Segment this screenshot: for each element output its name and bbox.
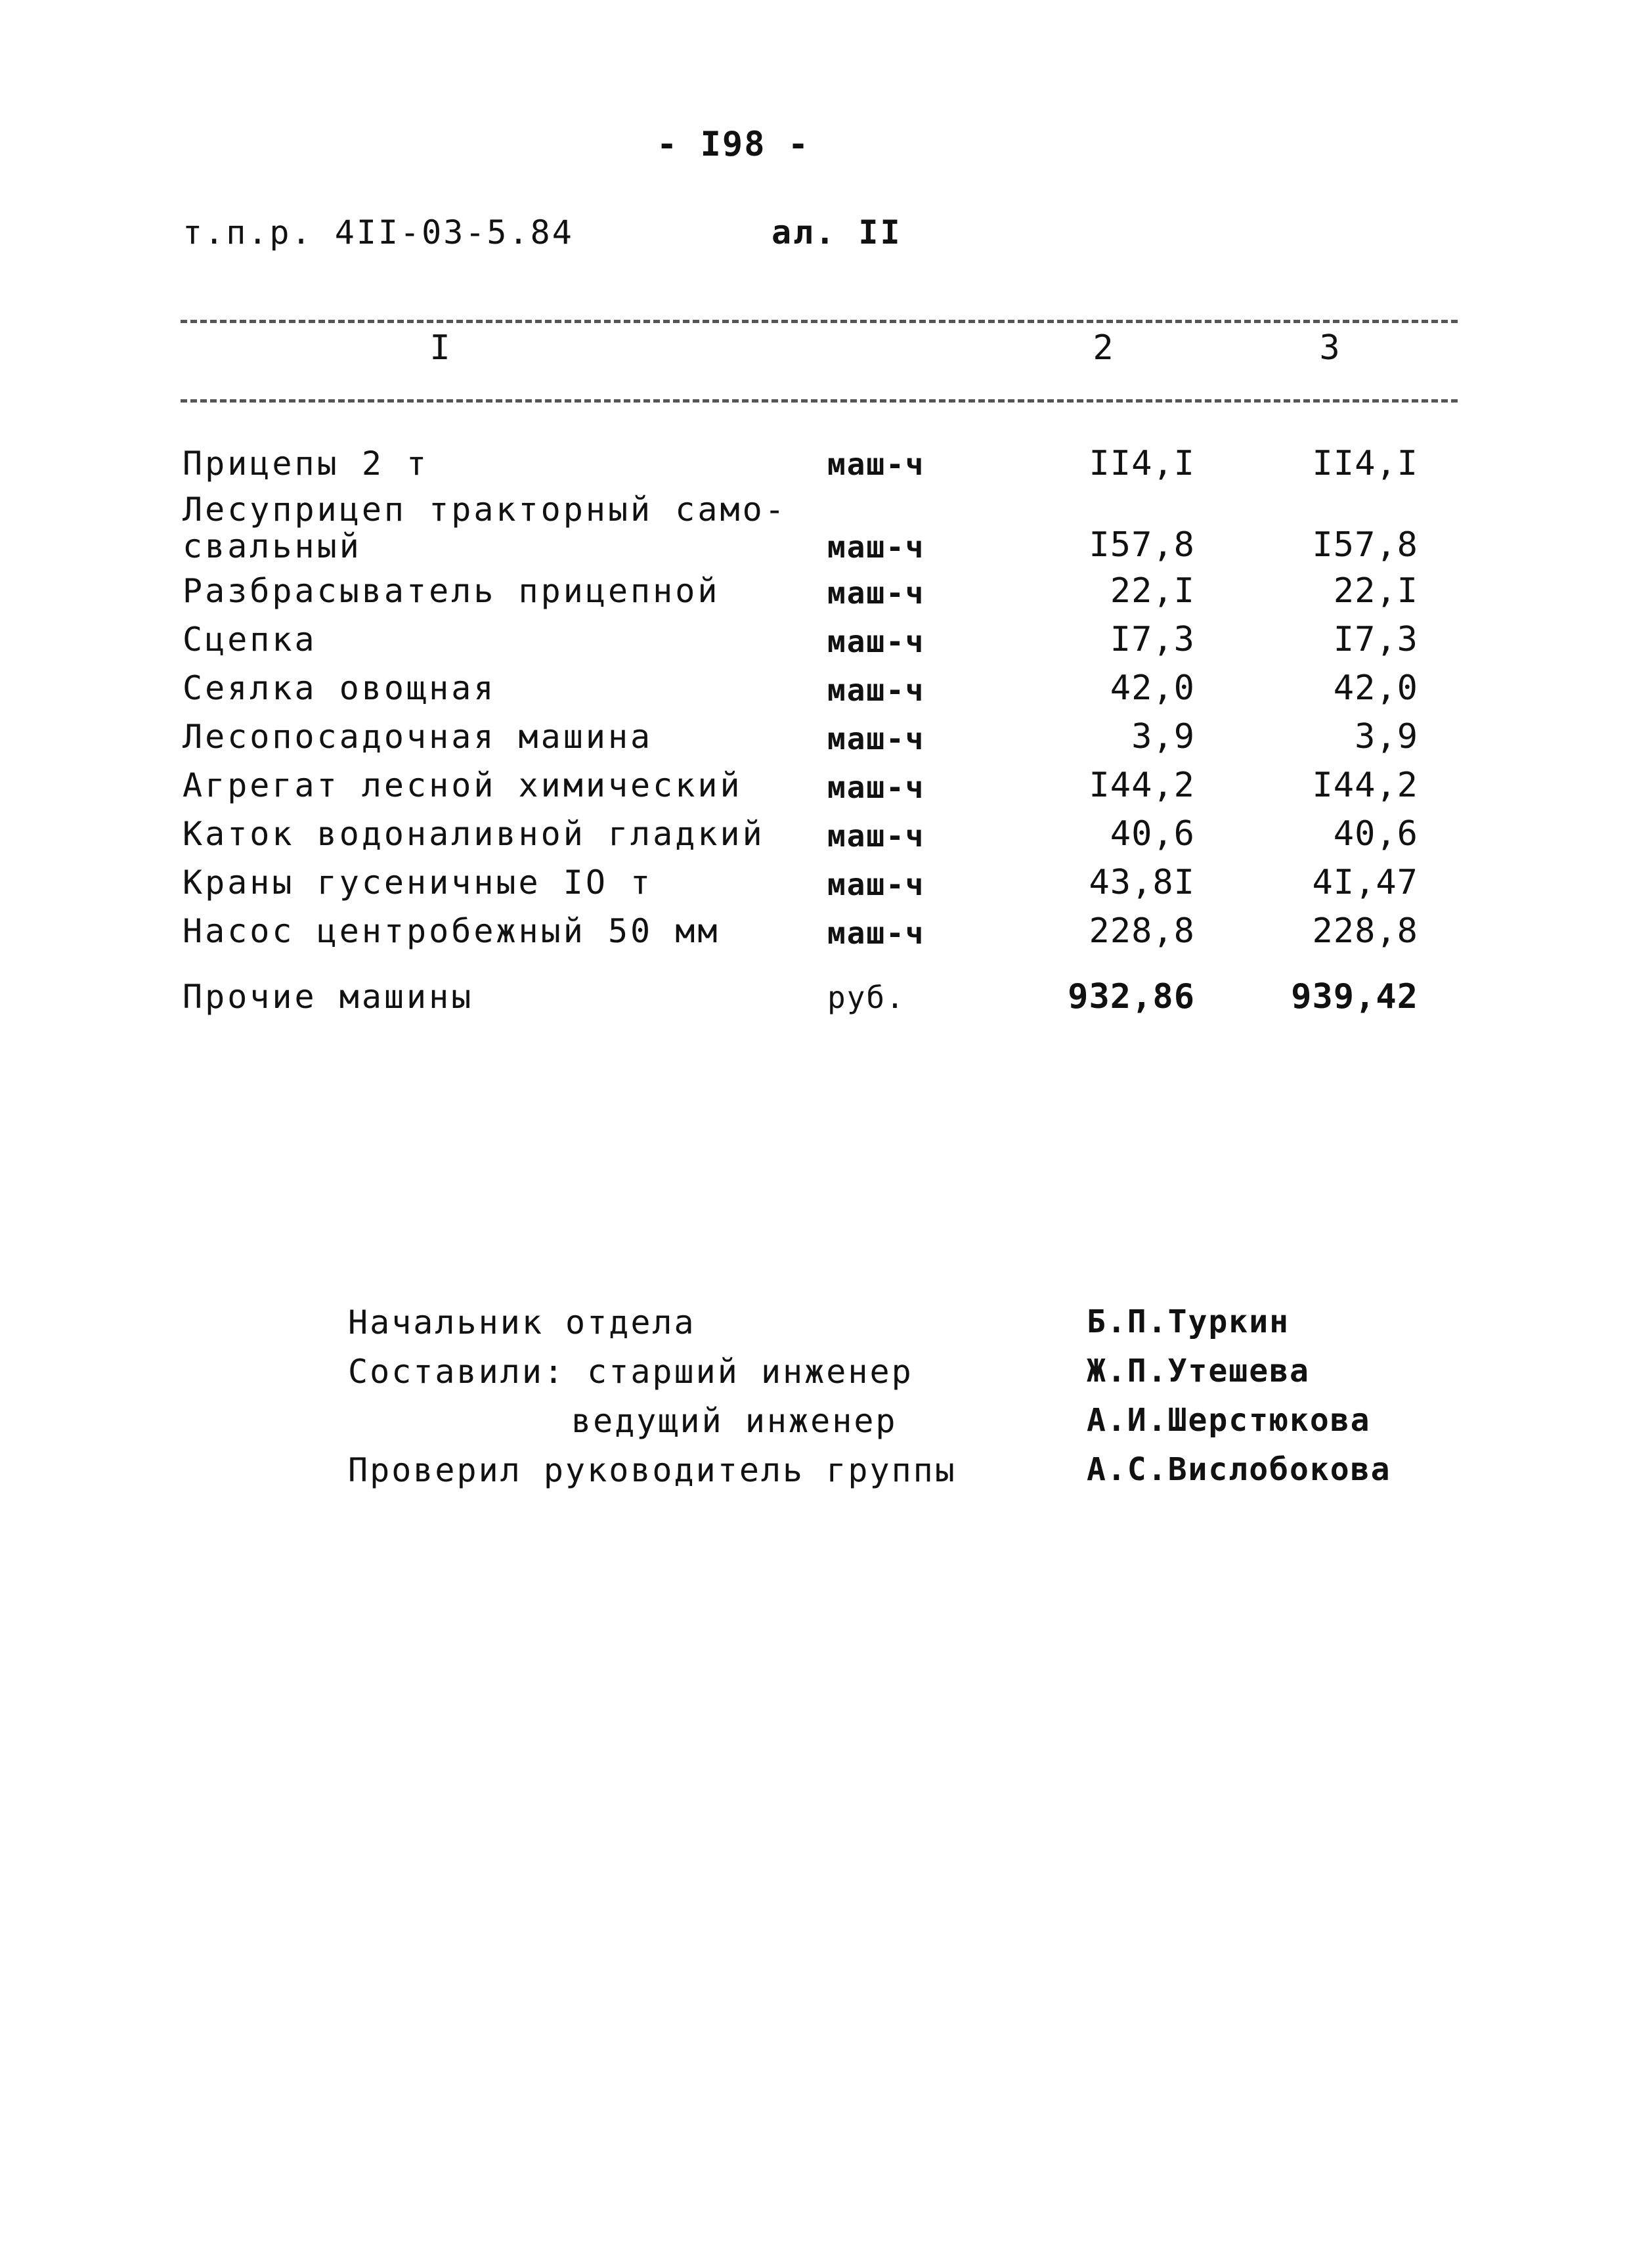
row-name: Агрегат лесной химический [183,766,743,804]
signature-role: Составили: старший инженер [348,1353,913,1391]
row-unit: маш-ч [827,867,925,902]
row-value-col3: 42,0 [1333,668,1418,708]
row-name: Прочие машины [183,978,474,1016]
row-name: Лесуприцеп тракторный само- свальный [183,491,787,565]
row-value-col3: II4,I [1312,444,1418,483]
signature-name: А.И.Шерстюкова [1087,1402,1371,1439]
row-name: Лесопосадочная машина [183,718,653,756]
row-name: Насос центробежный 50 мм [183,912,720,950]
table-header-rule [181,399,1458,403]
row-value-col2: 228,8 [1089,911,1195,951]
row-unit: маш-ч [827,915,925,951]
row-value-col2: 40,6 [1110,814,1195,854]
row-value-col3: I57,8 [1312,525,1418,565]
row-value-col2: 42,0 [1110,668,1195,708]
row-unit: маш-ч [827,624,925,659]
row-unit: маш-ч [827,575,925,611]
signature-role: ведущий инженер [571,1402,898,1440]
column-header-1: I [429,328,450,368]
row-name: Разбрасыватель прицепной [183,572,720,610]
row-value-col2: I57,8 [1089,525,1195,565]
column-header-3: 3 [1319,328,1340,368]
row-value-col3: I7,3 [1333,620,1418,659]
row-unit: маш-ч [827,818,925,854]
row-value-col2: 22,I [1110,571,1195,611]
row-unit: руб. [827,980,905,1015]
signature-role: Проверил руководитель группы [348,1451,957,1489]
row-value-col2: I44,2 [1089,766,1195,805]
row-unit: маш-ч [827,770,925,805]
page-number: - I98 - [657,125,810,164]
row-value-col2: 932,86 [1068,977,1195,1016]
row-value-col2: I7,3 [1110,620,1195,659]
row-name: Сеялка овощная [183,669,496,707]
signature-name: Б.П.Туркин [1087,1303,1290,1340]
row-unit: маш-ч [827,721,925,756]
row-value-col3: 40,6 [1333,814,1418,854]
row-name: Сцепка [183,621,317,659]
row-value-col3: 4I,47 [1312,863,1418,902]
document-reference: т.п.р. 4II-03-5.84 [183,213,574,251]
row-name: Прицепы 2 т [183,445,429,483]
signature-role: Начальник отдела [348,1303,696,1342]
row-unit: маш-ч [827,672,925,708]
row-name: Краны гусеничные IO т [183,863,653,902]
signature-name: А.С.Вислобокова [1087,1451,1391,1488]
row-value-col2: II4,I [1089,444,1195,483]
row-value-col3: 228,8 [1312,911,1418,951]
row-value-col3: 939,42 [1291,977,1418,1016]
column-header-2: 2 [1093,328,1114,368]
row-value-col2: 3,9 [1131,717,1195,756]
row-value-col3: I44,2 [1312,766,1418,805]
row-unit: маш-ч [827,529,925,565]
row-value-col3: 3,9 [1355,717,1418,756]
sheet-reference: ал. II [772,213,902,251]
row-value-col3: 22,I [1333,571,1418,611]
row-unit: маш-ч [827,447,925,482]
row-name: Каток водоналивной гладкий [183,815,765,853]
signature-name: Ж.П.Утешева [1087,1353,1310,1389]
row-value-col2: 43,8I [1089,863,1195,902]
table-top-rule [181,320,1458,323]
